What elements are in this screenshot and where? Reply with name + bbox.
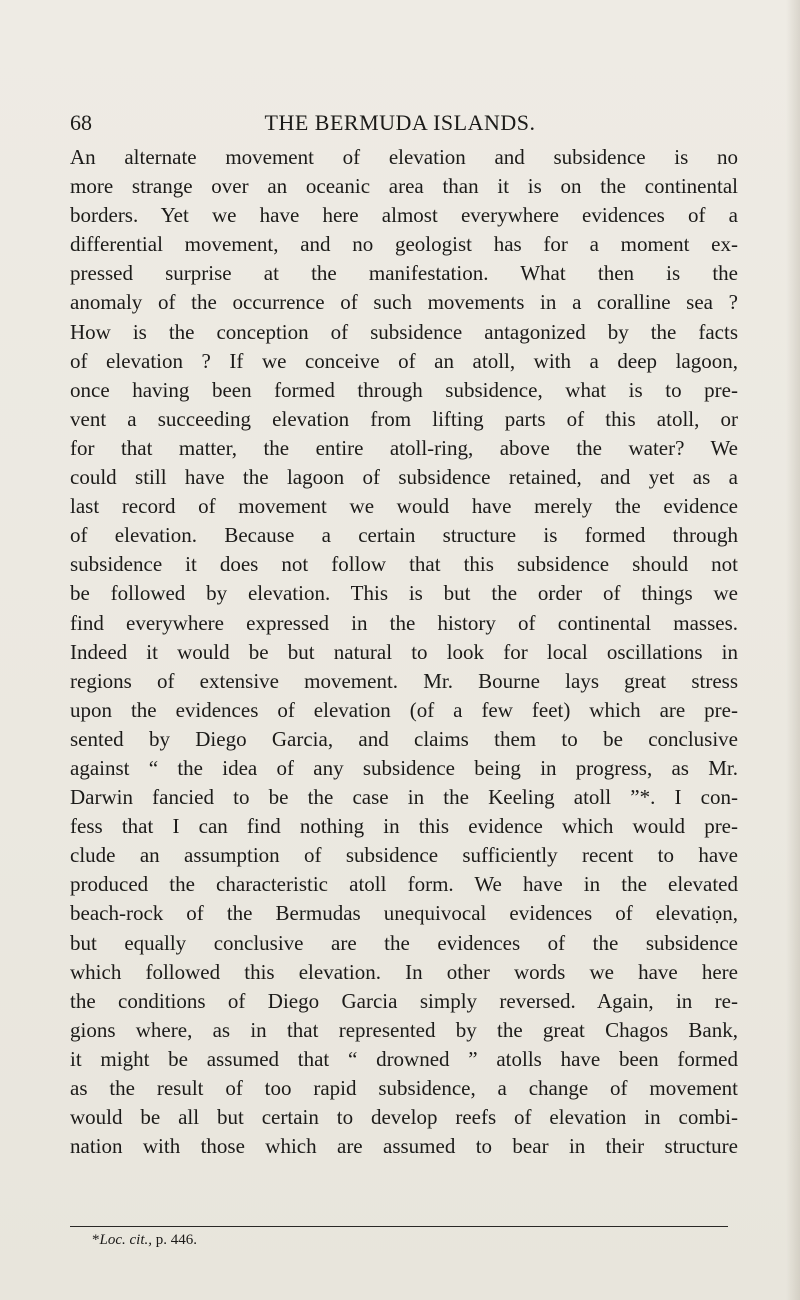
body-paragraph	[70, 143, 738, 1161]
text-line: beach-rock of the Bermudas unequivocal evidences of elevatiọn,	[70, 901, 738, 926]
footnote-page-ref: p. 446.	[152, 1232, 197, 1248]
text-line: find everywhere expressed in the history of continental masses.	[70, 610, 738, 635]
text-line: of elevation. Because a certain structure is formed through	[70, 523, 738, 548]
text-line: anomaly of the occurrence of such movements in a coralline sea ?	[70, 290, 738, 315]
text-line: regions of extensive movement. Mr. Bourne lays great stress	[70, 668, 738, 693]
text-line: would be all but certain to develop reefs of elevation in combi-	[70, 1105, 738, 1130]
text-line: upon the evidences of elevation (of a few feet) which are pre-	[70, 697, 738, 722]
text-line: of elevation ? If we conceive of an atoll, with a deep lagoon,	[70, 348, 738, 373]
text-line: How is the conception of subsidence antagonized by the facts	[70, 319, 738, 344]
text-line: borders. Yet we have here almost everywhere evidences of a	[70, 203, 738, 228]
text-line: differential movement, and no geologist has for a moment ex-	[70, 232, 738, 257]
running-head	[70, 108, 730, 138]
footnote-divider	[70, 1226, 728, 1227]
footnote	[92, 1230, 197, 1250]
text-line: for that matter, the entire atoll-ring, above the water? We	[70, 435, 738, 460]
text-line: nation with those which are assumed to bear in their structure	[70, 1134, 738, 1159]
text-line: vent a succeeding elevation from lifting parts of this atoll, or	[70, 406, 738, 431]
text-line: subsidence it does not follow that this subsidence should not	[70, 552, 738, 577]
text-line: Darwin fancied to be the case in the Keeling atoll ”*. I con-	[70, 785, 738, 810]
text-line: An alternate movement of elevation and subsidence is no	[70, 145, 738, 169]
page-number: 68	[70, 110, 92, 135]
text-line: it might be assumed that “ drowned ” atolls have been formed	[70, 1046, 738, 1071]
text-line: as the result of too rapid subsidence, a change of movement	[70, 1076, 738, 1100]
text-line: could still have the lagoon of subsidence retained, and yet as a	[70, 465, 738, 490]
text-line: against “ the idea of any subsidence being in progress, as Mr.	[70, 755, 738, 780]
chapter-title: THE BERMUDA ISLANDS.	[264, 110, 536, 135]
text-line: more strange over an oceanic area than it is on the continental	[70, 174, 738, 199]
text-line: be followed by elevation. This is but the order of things we	[70, 581, 738, 606]
text-line: the conditions of Diego Garcia simply reversed. Again, in re-	[70, 988, 738, 1013]
footnote-marker: *	[92, 1232, 100, 1248]
text-line: but equally conclusive are the evidences of the subsidence	[70, 930, 738, 955]
text-line: produced the characteristic atoll form. We have in the elevated	[70, 872, 738, 897]
page-edge-shadow	[786, 0, 800, 1300]
text-line: fess that I can find nothing in this evidence which would pre-	[70, 814, 738, 839]
text-line: Indeed it would be but natural to look for local oscillations in	[70, 639, 738, 664]
text-line: clude an assumption of subsidence sufficiently recent to have	[70, 843, 738, 868]
text-line: gions where, as in that represented by the great Chagos Bank,	[70, 1017, 738, 1042]
text-line: pressed surprise at the manifestation. What then is the	[70, 261, 738, 286]
footnote-citation: Loc. cit.,	[99, 1232, 152, 1248]
text-line: which followed this elevation. In other words we have here	[70, 959, 738, 984]
text-line: last record of movement we would have merely the evidence	[70, 494, 738, 519]
text-line: sented by Diego Garcia, and claims them to be conclusive	[70, 726, 738, 751]
text-line: once having been formed through subsidence, what is to pre-	[70, 377, 738, 402]
